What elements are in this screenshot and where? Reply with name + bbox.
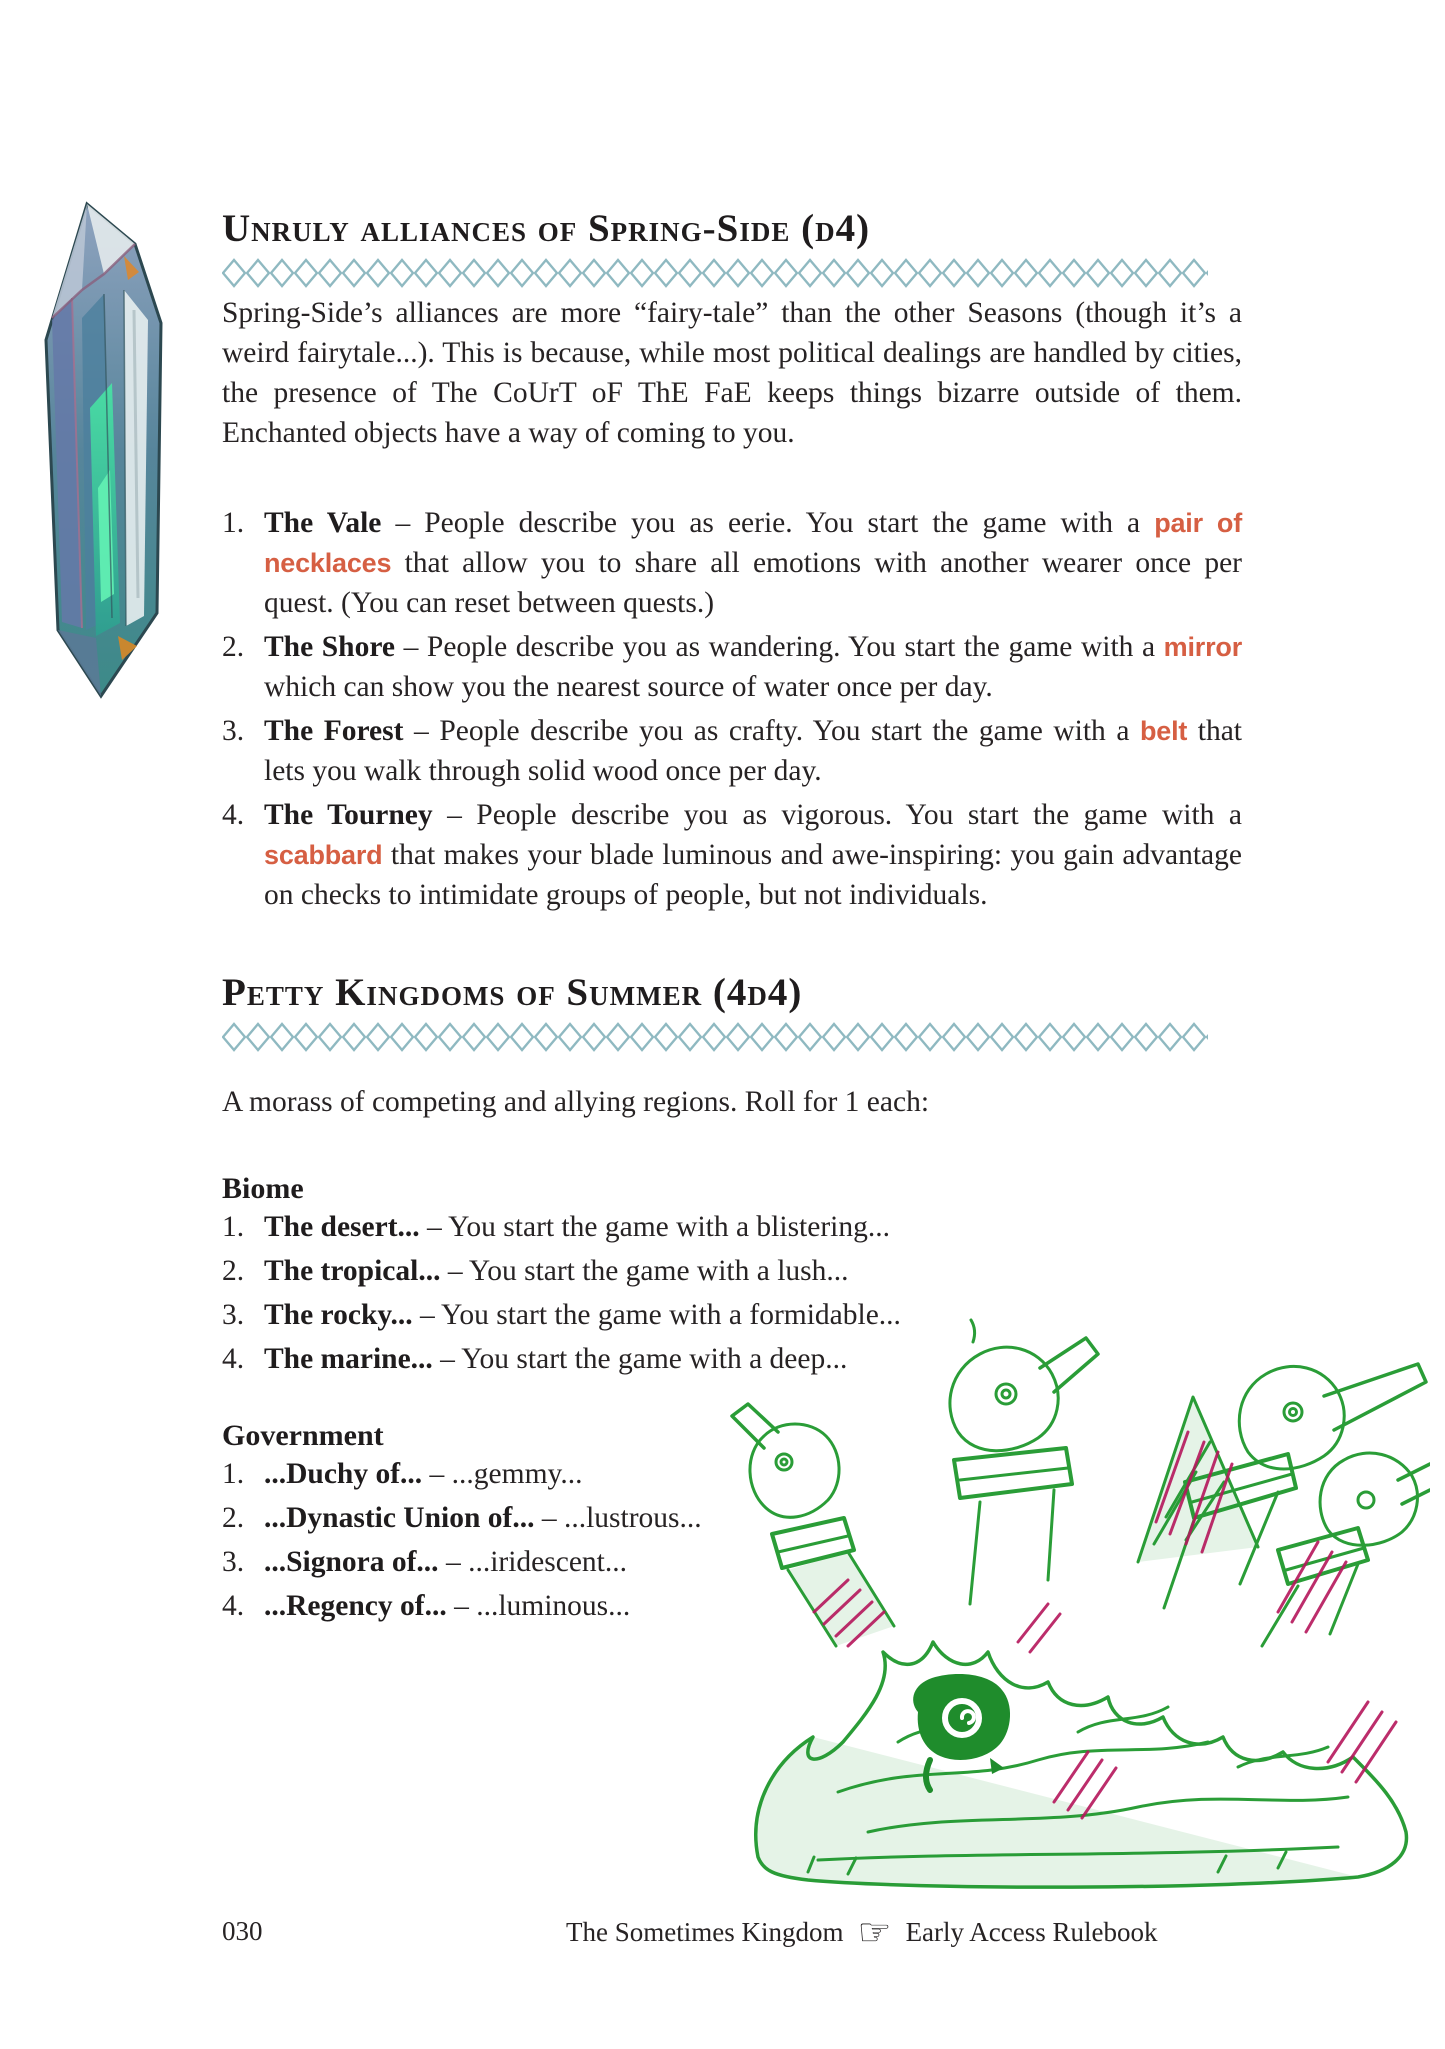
section-heading-petty-kingdoms: Petty Kingdoms of Summer (4d4) bbox=[222, 971, 803, 1014]
item-number: 4. bbox=[222, 799, 245, 831]
manicule-icon: ☞ bbox=[857, 1910, 892, 1954]
item-number: 3. bbox=[222, 1546, 245, 1578]
item-lead: The Vale bbox=[264, 507, 382, 539]
crystal-illustration bbox=[38, 198, 170, 703]
item-text: – ...iridescent... bbox=[445, 1546, 627, 1578]
roll-item-3 bbox=[222, 711, 1242, 791]
item-lead: ...Duchy of... bbox=[264, 1458, 423, 1490]
government-subheading: Government bbox=[222, 1419, 384, 1452]
item-text: – People describe you as eerie. You start the game with a bbox=[395, 507, 1155, 539]
item-text: – ...lustrous... bbox=[541, 1502, 702, 1534]
item-highlight: mirror bbox=[1163, 632, 1242, 662]
item-number: 3. bbox=[222, 715, 245, 747]
roll-item-2 bbox=[222, 1250, 982, 1292]
item-number: 1. bbox=[222, 1211, 245, 1243]
item-text: – People describe you as vigorous. You start the game with a bbox=[447, 799, 1242, 831]
item-text: – ...gemmy... bbox=[429, 1458, 583, 1490]
edition-label: Early Access Rulebook bbox=[905, 1916, 1158, 1947]
item-number: 4. bbox=[222, 1590, 245, 1622]
biome-subheading: Biome bbox=[222, 1172, 304, 1205]
item-number: 1. bbox=[222, 1458, 245, 1490]
roll-item-1 bbox=[222, 503, 1242, 623]
item-number: 2. bbox=[222, 1502, 245, 1534]
spring-intro-paragraph: Spring-Side’s alliances are more “fairy-tale” than the other Seasons (though it’s a weird fairytale...). This is because, while most political dealings are handled by cities, the presence of The CoUrT oF ThE FaE keeps things bizarre outside of them. Enchanted objects have a way of coming to you. bbox=[222, 297, 1242, 449]
item-text: that lets you walk through solid wood once per day. bbox=[264, 715, 1242, 787]
item-text: – You start the game with a deep... bbox=[440, 1343, 848, 1375]
item-lead: ...Signora of... bbox=[264, 1546, 439, 1578]
item-lead: The marine... bbox=[264, 1343, 433, 1375]
item-lead: ...Regency of... bbox=[264, 1590, 447, 1622]
book-title: The Sometimes Kingdom bbox=[566, 1916, 844, 1947]
item-highlight: belt bbox=[1140, 716, 1188, 746]
item-lead: The tropical... bbox=[264, 1255, 441, 1287]
item-text: that allow you to share all emotions with another wearer once per quest. (You can reset between quests.) bbox=[264, 547, 1242, 619]
item-number: 1. bbox=[222, 507, 245, 539]
roll-item-4 bbox=[222, 795, 1242, 915]
item-lead: The Shore bbox=[264, 631, 395, 663]
pointing-fists-illustration bbox=[718, 1312, 1430, 1892]
item-text: that makes your blade luminous and awe-inspiring: you gain advantage on checks to intimidate groups of people, but not individuals. bbox=[264, 839, 1242, 911]
item-number: 2. bbox=[222, 1255, 245, 1287]
spring-roll-table bbox=[222, 503, 1242, 919]
item-lead: The Forest bbox=[264, 715, 404, 747]
roll-item-2 bbox=[222, 627, 1242, 707]
item-text: – You start the game with a lush... bbox=[447, 1255, 849, 1287]
section-heading-spring-side: Unruly alliances of Spring-Side (d4) bbox=[222, 207, 871, 250]
item-lead: ...Dynastic Union of... bbox=[264, 1502, 535, 1534]
roll-item-1 bbox=[222, 1206, 982, 1248]
item-lead: The desert... bbox=[264, 1211, 420, 1243]
item-lead: The rocky... bbox=[264, 1299, 413, 1331]
diamond-separator bbox=[222, 258, 1208, 288]
item-lead: The Tourney bbox=[264, 799, 433, 831]
footer bbox=[566, 1910, 1158, 1954]
item-text: – ...luminous... bbox=[454, 1590, 631, 1622]
summer-intro: A morass of competing and allying regions. Roll for 1 each: bbox=[222, 1086, 930, 1118]
item-text: which can show you the nearest source of water once per day. bbox=[264, 671, 993, 703]
item-number: 4. bbox=[222, 1343, 245, 1375]
item-highlight: pair of necklaces bbox=[264, 508, 1243, 578]
item-text: – You start the game with a formidable... bbox=[419, 1299, 901, 1331]
item-number: 2. bbox=[222, 631, 245, 663]
page-number: 030 bbox=[222, 1916, 263, 1946]
diamond-separator bbox=[222, 1022, 1208, 1052]
item-text: – People describe you as crafty. You start the game with a bbox=[414, 715, 1140, 747]
item-text: – People describe you as wandering. You start the game with a bbox=[403, 631, 1164, 663]
item-number: 3. bbox=[222, 1299, 245, 1331]
item-highlight: scabbard bbox=[264, 840, 383, 870]
item-text: – You start the game with a blistering... bbox=[427, 1211, 890, 1243]
